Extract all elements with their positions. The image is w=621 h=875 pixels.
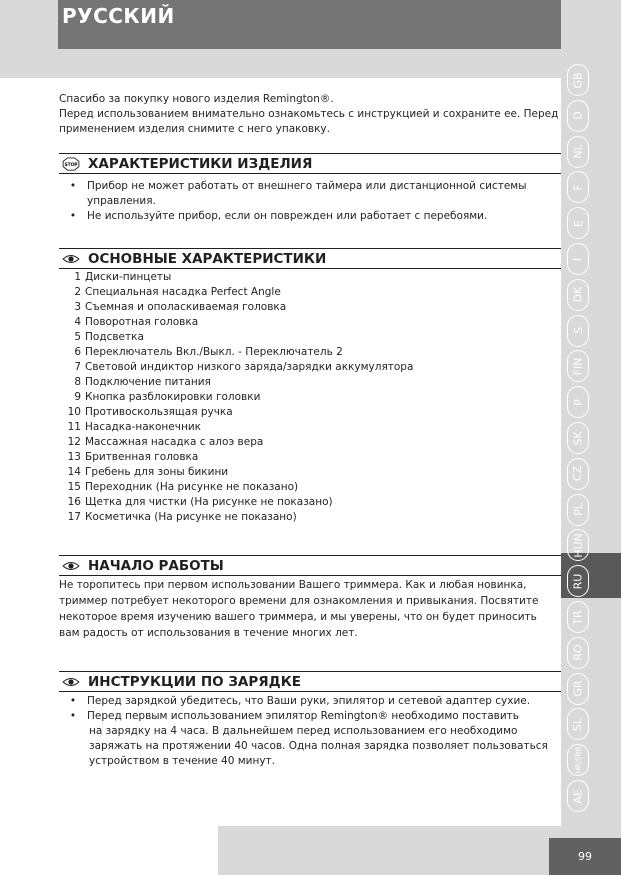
language-tab-fin[interactable]: FIN [567, 350, 589, 382]
list-item [59, 345, 499, 360]
item-number: 10 [67, 406, 81, 418]
item-number: 8 [74, 376, 81, 388]
item-label: Противоскользящая ручка [85, 406, 233, 418]
language-tab-tr[interactable]: TR [567, 601, 589, 633]
item-label: Специальная насадка Perfect Angle [85, 286, 281, 298]
list-item [59, 315, 499, 330]
list-item [59, 450, 499, 465]
item-number: 16 [67, 496, 81, 508]
item-number: 5 [74, 331, 81, 343]
item-label: Гребень для зоны бикини [85, 466, 229, 478]
item-label: Съемная и ополаскиваемая головка [85, 301, 287, 313]
intro-line: Перед использованием внимательно ознакомьтесь с инструкцией и сохраните ее. Перед [59, 108, 559, 120]
language-tab-f[interactable]: F [567, 171, 589, 203]
language-tab-e[interactable]: E [567, 207, 589, 239]
list-item [59, 495, 499, 510]
intro [59, 92, 559, 137]
getting-started-text: Не торопитесь при первом использовании Вашего триммера. Как и любая новинка, триммер потребует некоторого времени для ознакомления и привыкания. Посвятите некоторое время изучению вашего триммера, и мы уверены, что он будет приносить вам радость от использования в течение многих лет. [59, 579, 539, 639]
svg-text:STOP: STOP [64, 162, 78, 168]
language-tab-i[interactable]: I [567, 243, 589, 275]
list-item [59, 330, 499, 345]
item-number: 7 [74, 361, 81, 373]
list-item [59, 465, 499, 480]
language-tab-gb[interactable]: GB [567, 64, 589, 96]
list-item: • Перед зарядкой убедитесь, что Ваши руки, эпилятор и сетевой адаптер сухие. [69, 695, 531, 707]
section-title: ИНСТРУКЦИИ ПО ЗАРЯДКЕ [88, 673, 301, 690]
language-tab-ro[interactable]: RO [567, 637, 589, 669]
item-number: 11 [67, 421, 81, 433]
item-label: Бритвенная головка [85, 451, 199, 463]
language-tab-pl[interactable]: PL [567, 494, 589, 526]
item-label: Насадка-наконечник [85, 421, 201, 433]
item-label: Массажная насадка с алоэ вера [85, 436, 264, 448]
list-item [59, 435, 499, 450]
intro-line: Спасибо за покупку нового изделия Remington®. [59, 93, 334, 105]
bullet-list [59, 179, 559, 224]
eye-icon [61, 252, 81, 266]
list-item: на зарядку на 4 часа. В дальнейшем перед использованием его необходимо [89, 725, 518, 737]
item-label: Кнопка разблокировки головки [85, 391, 261, 403]
list-item: • Перед первым использованием эпилятор Remington® необходимо поставить [69, 710, 519, 722]
item-number: 2 [74, 286, 81, 298]
language-tab-ae[interactable]: AE [567, 780, 589, 812]
item-number: 17 [67, 511, 81, 523]
language-tab-cz[interactable]: CZ [567, 458, 589, 490]
item-label: Подсветка [85, 331, 144, 343]
language-tab-hun[interactable]: HUN [567, 529, 589, 561]
intro-line: применением изделия снимите с него упаковку. [59, 123, 330, 135]
list-item [59, 300, 499, 315]
list-item [59, 405, 499, 420]
list-item: устройством в течение 40 минут. [89, 755, 276, 767]
list-item [59, 390, 499, 405]
section-heading-product-features [59, 153, 561, 174]
list-item: • Прибор не может работать от внешнего таймера или дистанционной системы [69, 180, 527, 192]
section-heading-main-features [59, 248, 561, 269]
list-item [59, 285, 499, 300]
language-tab-s[interactable]: S [567, 315, 589, 347]
list-item: управления. [87, 195, 156, 207]
item-label: Световой индиктор низкого заряда/зарядки аккумулятора [85, 361, 414, 373]
page-title: РУССКИЙ [62, 4, 175, 28]
page-number: 99 [549, 838, 621, 875]
list-item: заряжать на протяжении 40 часов. Одна полная зарядка позволяет пользоваться [89, 740, 548, 752]
item-label: Подключение питания [85, 376, 211, 388]
item-label: Щетка для чистки (На рисунке не показано) [85, 496, 333, 508]
item-number: 3 [74, 301, 81, 313]
language-tab-d[interactable]: D [567, 100, 589, 132]
language-tab-dk[interactable]: DK [567, 279, 589, 311]
language-tab-sl[interactable]: SL [567, 708, 589, 740]
list-item [59, 270, 499, 285]
section-title: ОСНОВНЫЕ ХАРАКТЕРИСТИКИ [88, 250, 327, 267]
section-title: ХАРАКТЕРИСТИКИ ИЗДЕЛИЯ [88, 155, 313, 172]
eye-icon [61, 559, 81, 573]
eye-icon [61, 675, 81, 689]
list-item: • Не используйте прибор, если он поврежден или работает с перебоями. [69, 210, 488, 222]
list-item [59, 420, 499, 435]
list-item [59, 480, 499, 495]
item-label: Диски-пинцеты [85, 271, 172, 283]
list-item [59, 510, 499, 525]
language-tab-gr[interactable]: GR [567, 673, 589, 705]
language-tab-p[interactable]: P [567, 386, 589, 418]
bullet-list [59, 694, 559, 769]
feature-list [59, 270, 499, 525]
item-number: 14 [67, 466, 81, 478]
language-tab-hr-srb[interactable]: HR/SRB [567, 744, 589, 776]
item-number: 15 [67, 481, 81, 493]
section-heading-getting-started [59, 555, 561, 576]
language-tab-sk[interactable]: SK [567, 422, 589, 454]
item-label: Поворотная головка [85, 316, 199, 328]
list-item [59, 375, 499, 390]
item-number: 12 [67, 436, 81, 448]
item-number: 1 [74, 271, 81, 283]
item-number: 13 [67, 451, 81, 463]
language-tab-ru[interactable]: RU [567, 565, 589, 597]
list-item [59, 360, 499, 375]
language-tab-nl[interactable]: NL [567, 136, 589, 168]
stop-icon [61, 157, 81, 171]
section-title: НАЧАЛО РАБОТЫ [88, 557, 224, 574]
item-label: Переходник (На рисунке не показано) [85, 481, 299, 493]
item-label: Переключатель Вкл./Выкл. - Переключатель 2 [85, 346, 343, 358]
item-number: 6 [74, 346, 81, 358]
item-number: 4 [74, 316, 81, 328]
item-label: Косметичка (На рисунке не показано) [85, 511, 297, 523]
section-heading-charging [59, 671, 561, 692]
item-number: 9 [74, 391, 81, 403]
